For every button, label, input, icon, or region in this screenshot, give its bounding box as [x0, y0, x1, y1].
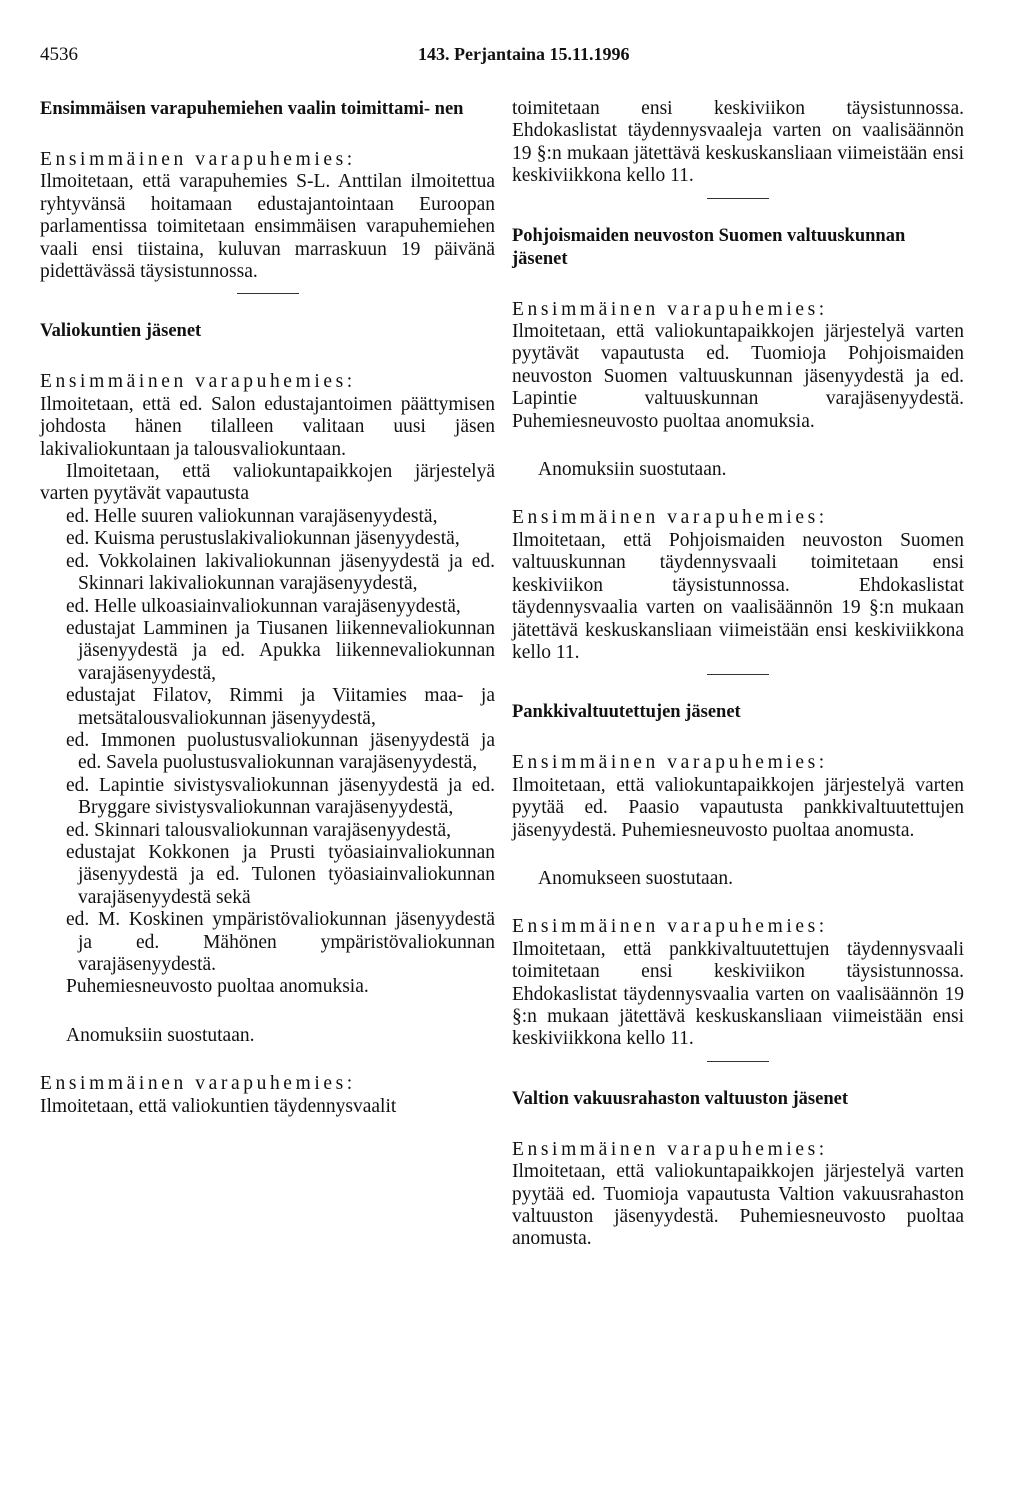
- decision-text: Anomukseen suostutaan.: [538, 867, 733, 889]
- paragraph: [512, 299, 964, 433]
- section-bank-supervisors: [512, 701, 964, 1050]
- section-heading: Valtion vakuusrahaston valtuuston jäsenet: [512, 1088, 848, 1109]
- paragraph-text: Ilmoitetaan, että valiokuntien täydennysvaalit: [40, 1095, 397, 1117]
- list-item: ed. Immonen puolustusvaliokunnan jäsenyydestä ja ed. Savela puolustusvaliokunnan varajäsenyydestä,: [66, 729, 495, 774]
- right-column: [512, 98, 964, 1251]
- left-column: [40, 98, 495, 1118]
- speaker-name: Ensimmäinen varapuhemies:: [40, 149, 356, 170]
- paragraph: [512, 916, 964, 1050]
- speaker-name: Ensimmäinen varapuhemies:: [512, 507, 828, 529]
- list-item: ed. Helle ulkoasiainvaliokunnan varajäsenyydestä,: [66, 595, 461, 617]
- paragraph-text: Ilmoitetaan, että ed. Salon edustajantoimen päättymisen johdosta hänen tilalleen valitaan uusi jäsen lakivaliokuntaan ja talousvaliokuntaan.: [40, 393, 495, 460]
- list-item: edustajat Filatov, Rimmi ja Viitamies maa- ja metsätalousvaliokunnan jäsenyydestä,: [66, 685, 495, 729]
- issue-date: 143. Perjantaina 15.11.1996: [418, 44, 630, 64]
- page-number: 4536: [40, 44, 78, 65]
- decision-text: Anomuksiin suostutaan.: [538, 459, 727, 481]
- paragraph-text: Ilmoitetaan, että Pohjoismaiden neuvoston Suomen valtuuskunnan täydennysvaali toimitetaan ensi keskiviikon täysistunnossa. Ehdokaslistat täydennysvaalia varten on vaalisäännön 19 §:n mukaan jätettävä keskuskansliaan viimeistään ensi keskiviikkona kello 11.: [512, 529, 964, 663]
- decision-text: Anomuksiin suostutaan.: [66, 1024, 255, 1046]
- section-state-guarantee-fund: [512, 1088, 964, 1251]
- list-item: edustajat Lamminen ja Tiusanen liikennevaliokunnan jäsenyydestä ja ed. Apukka liikennevaliokunnan varajäsenyydestä,: [66, 617, 495, 684]
- page-header: [40, 44, 1000, 68]
- section-heading: Pankkivaltuutettujen jäsenet: [512, 702, 741, 723]
- list-item: ed. Lapintie sivistysvaliokunnan jäsenyydestä ja ed. Bryggare sivistysvaliokunnan varajäsenyydestä,: [66, 774, 495, 819]
- section-nordic-council-delegation: [512, 225, 964, 665]
- section-divider: [707, 198, 769, 199]
- section-heading: Pohjoismaiden neuvoston Suomen valtuuskunnan jäsenet: [512, 225, 906, 269]
- list-item: ed. Helle suuren valiokunnan varajäsenyydestä,: [66, 505, 438, 527]
- section-divider: [237, 293, 299, 294]
- section-heading: Ensimmäisen varapuhemiehen vaalin toimittami- nen: [40, 99, 464, 119]
- paragraph: [512, 1139, 964, 1251]
- speaker-name: Ensimmäinen varapuhemies:: [512, 916, 828, 938]
- paragraph: [40, 149, 495, 283]
- paragraph: [512, 752, 964, 842]
- paragraph: [40, 371, 495, 461]
- section-divider: [707, 1061, 769, 1062]
- paragraph: Ilmoitetaan, että valiokuntapaikkojen järjestelyä varten pyytävät vapautusta: [40, 461, 495, 505]
- list-item: ed. Vokkolainen lakivaliokunnan jäsenyydestä ja ed. Skinnari lakivaliokunnan varajäsenyydestä,: [66, 550, 495, 595]
- paragraph-continued: toimitetaan ensi keskiviikon täysistunnossa. Ehdokaslistat täydennysvaaleja varten on vaalisäännön 19 §:n mukaan jätettävä keskuskansliaan viimeistään ensi keskiviikkona kello 11.: [512, 98, 964, 187]
- section-divider: [707, 674, 769, 675]
- speaker-name: Ensimmäinen varapuhemies:: [40, 1073, 356, 1095]
- section-first-deputy-election: [40, 98, 495, 283]
- list-item: ed. M. Koskinen ympäristövaliokunnan jäsenyydestä ja ed. Mähönen ympäristövaliokunnan varajäsenyydestä.: [66, 909, 495, 975]
- list-item: ed. Skinnari talousvaliokunnan varajäsenyydestä,: [66, 819, 452, 841]
- speaker-name: Ensimmäinen varapuhemies:: [40, 371, 356, 393]
- paragraph-text: Ilmoitetaan, että valiokuntapaikkojen järjestelyä varten pyytää ed. Tuomioja vapautusta Valtion vakuusrahaston valtuuston jäsenyydestä. Puhemiesneuvosto puoltaa anomusta.: [512, 1161, 964, 1250]
- list-item: edustajat Kokkonen ja Prusti työasiainvaliokunnan jäsenyydestä ja ed. Tulonen työasiainvaliokunnan varajäsenyydestä sekä: [66, 841, 495, 908]
- paragraph: [512, 507, 964, 664]
- paragraph-text: Ilmoitetaan, että varapuhemies S-L. Anttilan ilmoitettua ryhtyvänsä hoitamaan edustajantointaan Euroopan parlamentissa toimitetaan ensimmäisen varapuhemiehen vaali ensi tiistaina, kuluvan marraskuun 19 päivänä pidettävässä täysistunnossa.: [40, 171, 495, 283]
- speaker-name: Ensimmäinen varapuhemies:: [512, 1138, 828, 1160]
- section-heading: Valiokuntien jäsenet: [40, 321, 202, 342]
- paragraph-text: Ilmoitetaan, että valiokuntapaikkojen järjestelyä varten pyytää ed. Paasio vapautusta pankkivaltuutettujen jäsenyydestä. Puhemiesneuvosto puoltaa anomusta.: [512, 774, 964, 841]
- speaker-name: Ensimmäinen varapuhemies:: [512, 298, 828, 320]
- paragraph: Puhemiesneuvosto puoltaa anomuksia.: [66, 976, 369, 998]
- speaker-name: Ensimmäinen varapuhemies:: [512, 752, 828, 774]
- paragraph-text: Ilmoitetaan, että pankkivaltuutettujen täydennysvaali toimitetaan ensi keskiviikon täysistunnossa. Ehdokaslistat täydennysvaalia varten on vaalisäännön 19 §:n mukaan jätettävä keskuskansliaan viimeistään ensi keskiviikkona kello 11.: [512, 938, 964, 1050]
- paragraph-text: Ilmoitetaan, että valiokuntapaikkojen järjestelyä varten pyytävät vapautusta ed. Tuomioja Pohjoismaiden neuvoston Suomen valtuuskunnan jäsenyydestä ja ed. Lapintie valtuuskunnan varajäsenyydestä. Puhemiesneuvosto puoltaa anomuksia.: [512, 321, 964, 432]
- list-item: ed. Kuisma perustuslakivaliokunnan jäsenyydestä,: [66, 528, 460, 550]
- section-committee-members: [40, 320, 495, 1118]
- paragraph: [40, 1073, 495, 1118]
